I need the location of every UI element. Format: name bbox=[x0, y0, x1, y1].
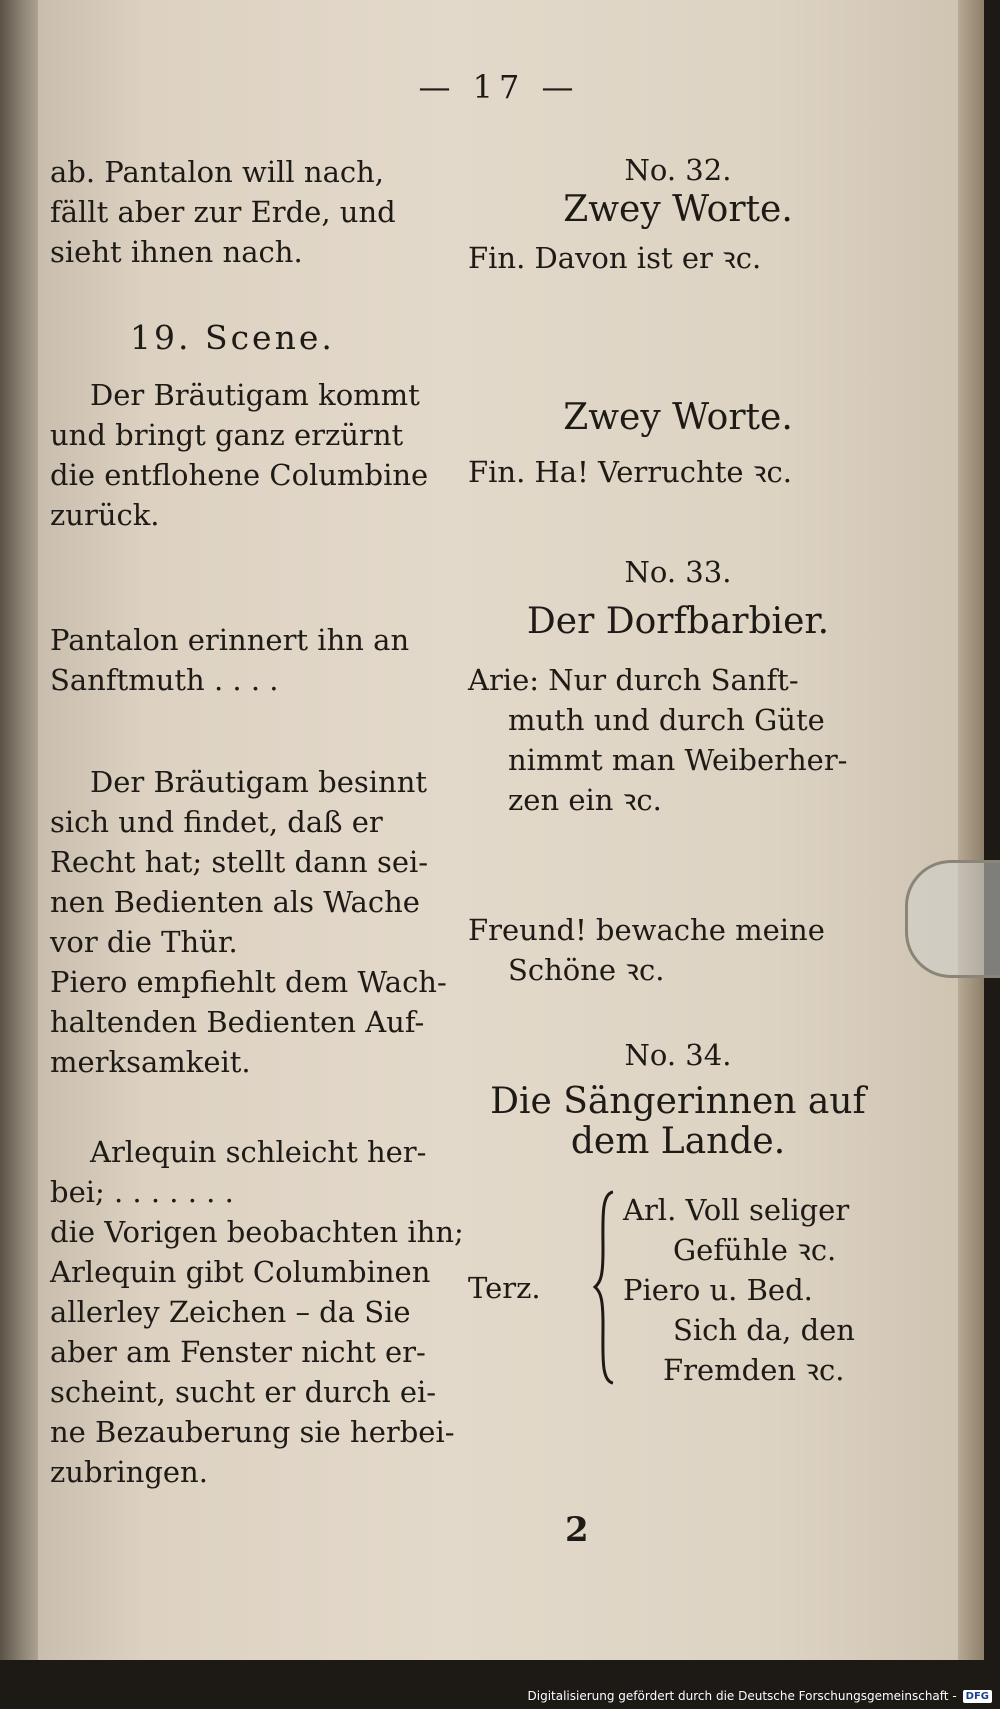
text-line: zen ein ꝛc. bbox=[508, 783, 662, 817]
text-line: die entflohene Columbine bbox=[50, 458, 429, 492]
dfg-logo-icon: DFG bbox=[963, 1690, 992, 1703]
text-line: Freund! bewache meine bbox=[468, 913, 825, 947]
text-line: zurück. bbox=[50, 498, 160, 532]
page-edge bbox=[958, 0, 984, 1660]
no32-number: No. 32. bbox=[624, 153, 732, 187]
text-line: Die Sängerinnen auf bbox=[490, 1081, 866, 1122]
text-line: allerley Zeichen – da Sie bbox=[50, 1295, 411, 1329]
text-line: und bringt ganz erzürnt bbox=[50, 418, 404, 452]
book-page bbox=[38, 0, 960, 1660]
no33-aria bbox=[468, 660, 847, 820]
terz-lines bbox=[593, 1190, 855, 1390]
left-para-2 bbox=[50, 375, 428, 535]
text-line: Piero u. Bed. bbox=[623, 1273, 813, 1307]
text-line: Arlequin gibt Columbinen bbox=[50, 1255, 431, 1289]
text-line: Piero empfiehlt dem Wach- bbox=[50, 965, 447, 999]
text-line: Recht hat; stellt dann sei- bbox=[50, 845, 429, 879]
left-para-1 bbox=[50, 152, 396, 272]
repeat-line: Fin. Ha! Verruchte ꝛc. bbox=[468, 455, 792, 489]
funding-text: Digitalisierung gefördert durch die Deutsche Forschungsgemeinschaft - bbox=[527, 1689, 957, 1703]
text-line: nimmt man Weiberher- bbox=[508, 743, 848, 777]
repeat-title: Zwey Worte. bbox=[563, 397, 793, 438]
text-line: Arl. Voll seliger bbox=[623, 1193, 850, 1227]
text-line: Schöne ꝛc. bbox=[508, 953, 665, 987]
text-line: bei; . . . . . . . bbox=[50, 1175, 234, 1209]
text-line: vor die Thür. bbox=[50, 925, 238, 959]
left-para-4 bbox=[50, 762, 447, 1082]
book-spine bbox=[0, 0, 42, 1660]
text-line: Arlequin schleicht her- bbox=[90, 1135, 427, 1169]
no33-number: No. 33. bbox=[624, 555, 732, 589]
page-header: — 17 — bbox=[418, 68, 580, 106]
text-line: fällt aber zur Erde, und bbox=[50, 195, 396, 229]
no32-title: Zwey Worte. bbox=[563, 189, 793, 230]
text-line: haltenden Bedienten Auf- bbox=[50, 1005, 425, 1039]
text-line: sieht ihnen nach. bbox=[50, 235, 303, 269]
text-line: ne Bezauberung sie herbei- bbox=[50, 1415, 455, 1449]
signature-number: 2 bbox=[565, 1510, 589, 1550]
text-line: Fremden ꝛc. bbox=[663, 1353, 845, 1387]
text-line: merksamkeit. bbox=[50, 1045, 251, 1079]
no32-line: Fin. Davon ist er ꝛc. bbox=[468, 241, 762, 275]
text-line: Der Bräutigam kommt bbox=[90, 378, 420, 412]
no34-number: No. 34. bbox=[624, 1038, 732, 1072]
text-line: scheint, sucht er durch ei- bbox=[50, 1375, 437, 1409]
text-line: Sanftmuth . . . . bbox=[50, 663, 279, 697]
text-line: Sich da, den bbox=[673, 1313, 855, 1347]
text-line: muth und durch Güte bbox=[508, 703, 825, 737]
text-line: nen Bedienten als Wache bbox=[50, 885, 420, 919]
text-line: aber am Fenster nicht er- bbox=[50, 1335, 426, 1369]
funding-note bbox=[528, 1689, 993, 1703]
no34-title bbox=[478, 1082, 878, 1162]
page-clip bbox=[905, 860, 1000, 978]
text-line: ab. Pantalon will nach, bbox=[50, 155, 385, 189]
scene-heading: 19. Scene. bbox=[130, 318, 335, 357]
left-para-3 bbox=[50, 620, 409, 700]
left-para-5 bbox=[50, 1132, 464, 1492]
text-line: sich und findet, daß er bbox=[50, 805, 383, 839]
text-line: die Vorigen beobachten ihn; bbox=[50, 1215, 464, 1249]
terz-label: Terz. bbox=[468, 1271, 541, 1305]
text-line: dem Lande. bbox=[570, 1121, 786, 1162]
text-line: zubringen. bbox=[50, 1455, 208, 1489]
freund-text bbox=[468, 910, 825, 990]
text-line: Der Bräutigam besinnt bbox=[90, 765, 428, 799]
footer-bar bbox=[0, 1660, 1000, 1709]
text-line: Gefühle ꝛc. bbox=[673, 1233, 837, 1267]
text-line: Arie: Nur durch Sanft- bbox=[468, 663, 799, 697]
text-line: Pantalon erinnert ihn an bbox=[50, 623, 410, 657]
no33-title: Der Dorfbarbier. bbox=[526, 601, 830, 642]
